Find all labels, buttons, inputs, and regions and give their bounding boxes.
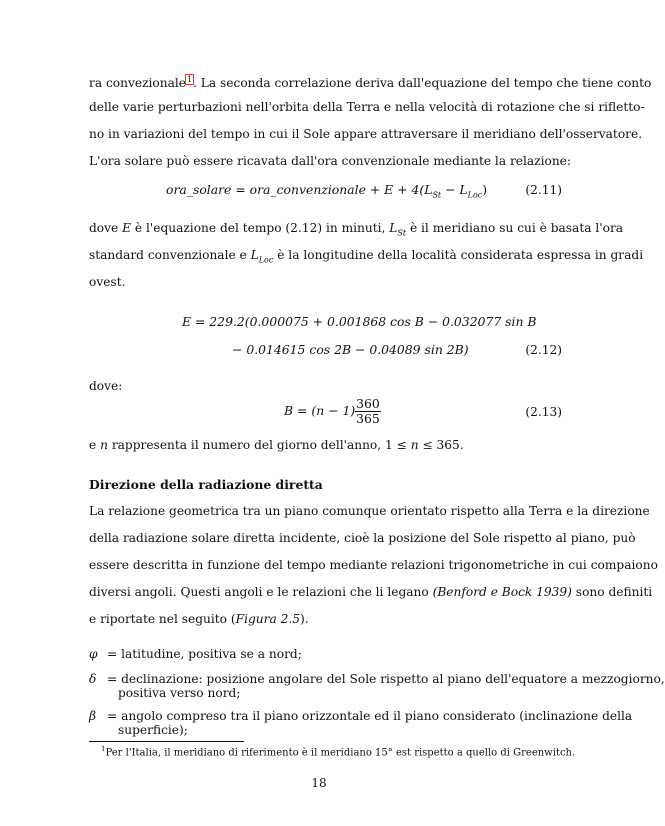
eq-part: − L (441, 182, 468, 197)
definition-beta-continuation: superficie); (118, 723, 188, 737)
text: sono definiti (571, 585, 653, 599)
footnote-reference-link[interactable]: 1 (186, 75, 193, 84)
math-sub: Loc (258, 255, 274, 265)
text: dove (89, 221, 123, 235)
para1-line4: L'ora solare può essere ricavata dall'ora convenzionale mediante la relazione: (89, 154, 571, 168)
equation-2-12-line2: − 0.014615 cos 2B − 0.04089 sin 2B) (232, 342, 469, 357)
para2-line3: ovest. (89, 275, 126, 289)
text: e riportate nel seguito ( (89, 612, 236, 626)
page-number: 18 (311, 776, 327, 790)
text: è l'equazione del tempo (2.12) in minuti, (131, 221, 390, 235)
dove-label: dove: (89, 379, 123, 393)
para2-line2 (89, 247, 644, 268)
equation-number-2-13: (2.13) (525, 405, 562, 419)
citation: (Benford e Bock 1939) (432, 585, 572, 599)
para4-line3: essere descritta in funzione del tempo mediante relazioni trigonometriche in cui compaiono (89, 558, 658, 572)
text: è il meridiano su cui è basata l'ora (406, 221, 624, 235)
definition-text: = angolo compreso tra il piano orizzontale ed il piano considerato (inclinazione della (107, 709, 633, 723)
eq-part: B = (n − 1) (284, 403, 356, 418)
definition-text: = latitudine, positiva se a nord; (107, 647, 302, 661)
figure-reference: Figura 2.5 (235, 612, 300, 626)
equation-2-11 (166, 182, 487, 199)
text: e (89, 438, 101, 452)
eq-part: ora_solare = ora_convenzionale + E + 4(L (166, 182, 433, 197)
equation-2-13 (284, 397, 381, 426)
para4-line4 (89, 584, 653, 600)
section-title: Direzione della radiazione diretta (89, 477, 323, 492)
definition-phi (89, 646, 563, 662)
fraction (355, 397, 381, 426)
definition-text: = declinazione: posizione angolare del Sole rispetto al piano dell'equatore a mezzogiorno, (107, 672, 665, 686)
footnote-text: Per l'Italia, il meridiano di riferimento è il meridiano 15° est rispetto a quello di Greenwitch. (105, 747, 576, 759)
symbol: δ (89, 672, 97, 686)
fraction-denominator: 365 (356, 411, 380, 426)
math: L (389, 221, 398, 235)
footnote-rule (89, 741, 244, 742)
text: è la longitudine della località considerata espressa in gradi (273, 248, 644, 262)
text: ≤ 365. (418, 438, 464, 452)
footnote (101, 745, 575, 758)
eq-sub: Loc (467, 190, 483, 200)
fraction-numerator: 360 (356, 396, 380, 411)
para4-line2: della radiazione solare diretta incidente, cioè la posizione del Sole rispetto al piano, può (89, 531, 636, 545)
para1-line3: no in variazioni del tempo in cui il Sole appare attraversare il meridiano dell'osservatore. (89, 127, 643, 141)
definition-beta (89, 708, 633, 724)
para4-line1: La relazione geometrica tra un piano comunque orientato rispetto alla Terra e la direzione (89, 504, 650, 518)
para1-line1 (89, 72, 652, 91)
equation-number-2-11: (2.11) (525, 183, 562, 197)
equation-number-2-12: (2.12) (525, 343, 562, 357)
text: rappresenta il numero del giorno dell'anno, 1 ≤ (107, 438, 411, 452)
math: L (250, 248, 259, 262)
math: E (122, 221, 132, 235)
footnote-mark: 1 (101, 745, 106, 753)
definition-delta-continuation: positiva verso nord; (118, 686, 241, 700)
eq-part: ) (482, 182, 488, 197)
symbol: φ (89, 647, 98, 661)
text: . La seconda correlazione deriva dall'equazione del tempo che tiene conto (193, 76, 652, 91)
para3-line (89, 437, 563, 453)
definition-delta (89, 671, 665, 687)
para4-line5 (89, 611, 563, 627)
math: n (100, 438, 108, 452)
math-sub: St (397, 228, 407, 238)
math: n (410, 438, 419, 452)
para2-line1 (89, 220, 624, 241)
text: diversi angoli. Questi angoli e le relazioni che li legano (89, 585, 433, 599)
text: standard convenzionale e (89, 248, 251, 262)
equation-2-12-line1: E = 229.2(0.000075 + 0.001868 cos B − 0.032077 sin B (182, 314, 537, 329)
eq-sub: St (432, 190, 442, 200)
para1-line2: delle varie perturbazioni nell'orbita della Terra e nella velocità di rotazione che si rifletto- (89, 100, 645, 114)
symbol: β (89, 709, 97, 723)
text: ra convezionale (89, 76, 186, 91)
text: ). (300, 612, 309, 626)
